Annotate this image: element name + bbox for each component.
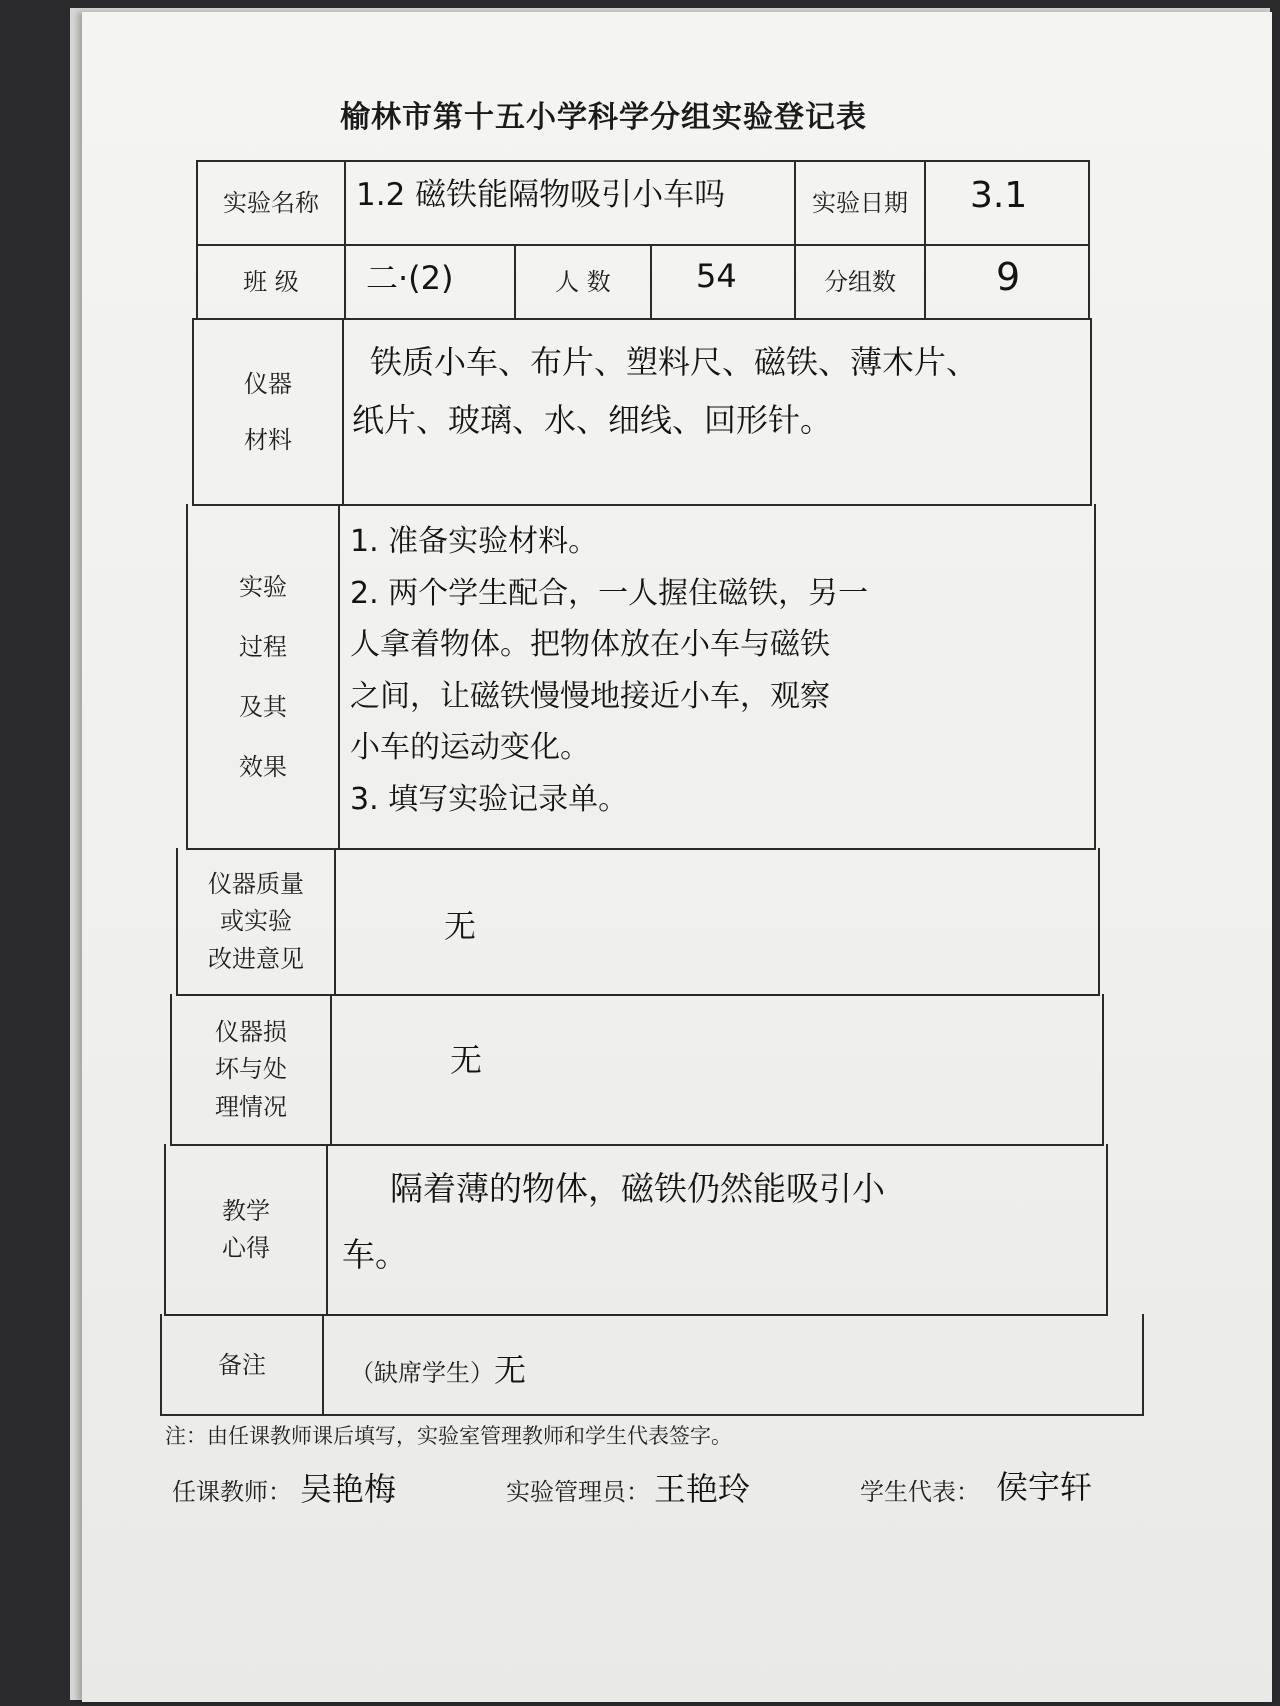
remarks-value: 无 (494, 1351, 527, 1389)
label-quality-line-1: 仪器质量 (208, 870, 304, 899)
label-quality-line-3: 改进意见 (208, 944, 304, 973)
label-process-line-2: 过程 (239, 633, 287, 661)
value-class: 二·(2) (366, 259, 454, 297)
teacher-signature: 吴艳梅 (300, 1470, 397, 1508)
label-process (188, 506, 338, 848)
value-groups: 9 (996, 255, 1021, 299)
form-note: 注：由任课教师课后填写，实验室管理教师和学生代表签字。 (165, 1424, 732, 1448)
value-equipment (352, 334, 1086, 500)
teaching-line-2: 车。 (342, 1235, 408, 1274)
label-groups: 分组数 (824, 267, 896, 296)
value-remarks (350, 1340, 950, 1400)
value-quality: 无 (444, 907, 477, 945)
process-line-1: 1. 准备实验材料。 (350, 524, 599, 559)
value-teaching (342, 1156, 1102, 1306)
form-title: 榆林市第十五小学科学分组实验登记表 (340, 100, 867, 135)
label-damage-line-2: 坏与处 (215, 1055, 287, 1084)
label-teaching (166, 1146, 326, 1314)
label-equipment-line-1: 仪器 (244, 369, 292, 398)
label-process-line-3: 及其 (239, 693, 287, 721)
value-experiment-name: 1.2 磁铁能隔物吸引小车吗 (356, 177, 726, 213)
student-signature-label: 学生代表： (860, 1478, 980, 1506)
label-teaching-line-1: 教学 (222, 1196, 270, 1225)
process-line-4: 之间，让磁铁慢慢地接近小车，观察 (350, 678, 830, 714)
equipment-line-2: 纸片、玻璃、水、细线、回形针。 (352, 400, 833, 439)
process-line-6: 3. 填写实验记录单。 (350, 781, 629, 817)
label-teaching-line-2: 心得 (222, 1234, 270, 1262)
admin-signature: 王艳玲 (654, 1470, 751, 1508)
label-process-line-1: 实验 (239, 573, 287, 601)
teaching-line-1: 隔着薄的物体，磁铁仍然能吸引小 (390, 1169, 885, 1208)
label-process-line-4: 效果 (239, 753, 287, 781)
process-line-5: 小车的运动变化。 (350, 730, 590, 766)
equipment-line-1: 铁质小车、布片、塑料尺、磁铁、薄木片、 (370, 343, 979, 381)
label-damage-line-1: 仪器损 (215, 1018, 287, 1047)
label-damage-line-3: 理情况 (215, 1092, 287, 1121)
value-process (350, 516, 1092, 844)
remarks-prefix: （缺席学生） (350, 1358, 494, 1387)
value-people: 54 (696, 257, 737, 295)
label-experiment-date: 实验日期 (812, 188, 908, 217)
label-people: 人 数 (555, 267, 611, 296)
process-line-3: 人拿着物体。把物体放在小车与磁铁 (350, 627, 830, 663)
value-damage: 无 (450, 1041, 483, 1079)
process-line-2: 2. 两个学生配合，一人握住磁铁，另一 (350, 575, 869, 611)
label-experiment-name: 实验名称 (223, 188, 319, 217)
label-remarks: 备注 (218, 1350, 266, 1379)
label-quality (178, 850, 334, 994)
label-equipment (194, 320, 342, 504)
label-quality-line-2: 或实验 (220, 907, 292, 936)
value-experiment-date: 3.1 (970, 175, 1028, 216)
label-damage (172, 996, 330, 1144)
student-signature: 侯宇轩 (996, 1468, 1093, 1506)
teacher-signature-label: 任课教师： (172, 1478, 292, 1506)
label-equipment-line-2: 材料 (244, 426, 292, 454)
admin-signature-label: 实验管理员： (506, 1478, 650, 1506)
label-class: 班 级 (243, 267, 299, 296)
